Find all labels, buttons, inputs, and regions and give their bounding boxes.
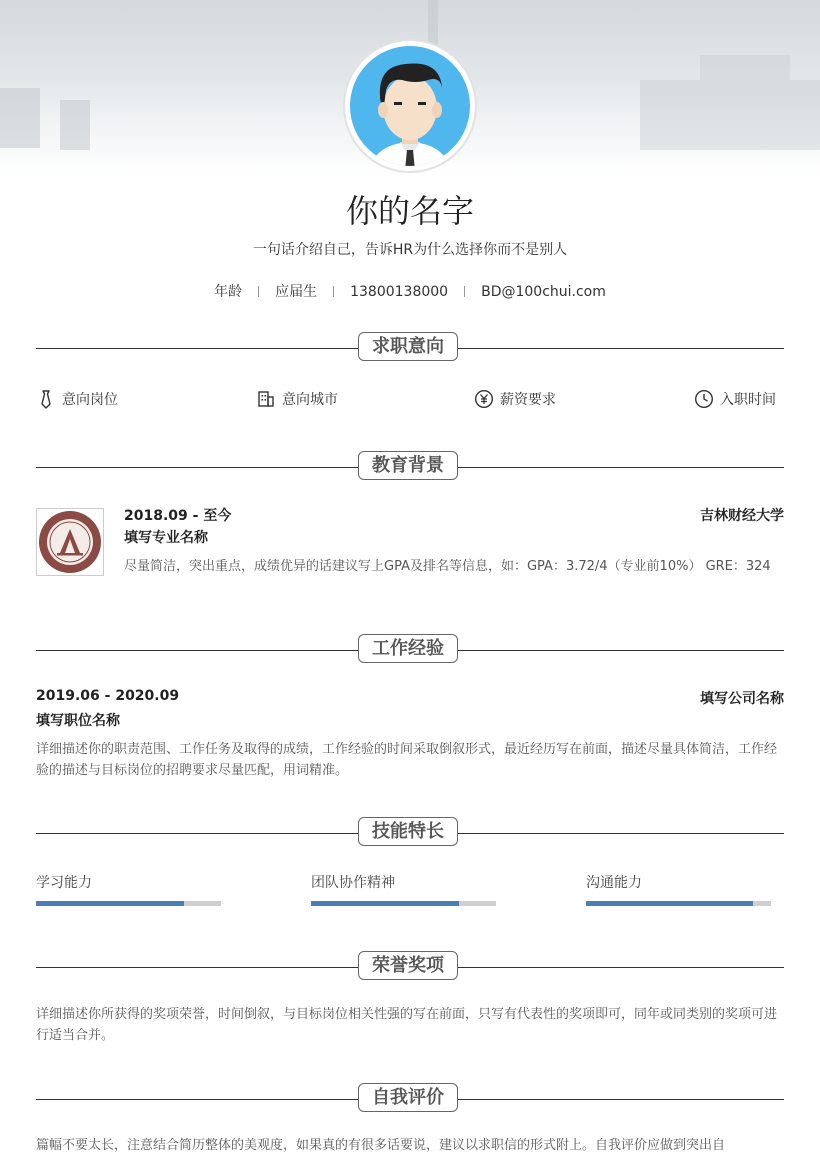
avatar[interactable]: [345, 41, 475, 171]
skill-bar-fill: [586, 901, 753, 906]
section-title: 自我评价: [358, 1083, 458, 1112]
education-description: 尽量简洁，突出重点，成绩优异的话建议写上GPA及排名等信息，如：GPA：3.72/4（专业前10%） GRE：324: [124, 559, 771, 574]
work-title: 填写职位名称: [36, 713, 120, 729]
section-header-skills: [36, 817, 784, 849]
contact-phone[interactable]: 13800138000: [350, 284, 449, 300]
work-description: 详细描述你的职责范围、工作任务及取得的成绩，工作经验的时间采取倒叙形式，最近经历写在前面，描述尽量具体简洁，工作经验的描述与目标岗位的招聘要求尽量匹配，用词精准。: [36, 742, 778, 778]
building-icon: [256, 389, 276, 409]
skill-bar-fill: [36, 901, 184, 906]
intent-salary: [474, 389, 556, 409]
intent-city-label: 意向城市: [282, 392, 338, 408]
skill-label: 学习能力: [36, 875, 92, 891]
skill-bar: [586, 901, 771, 906]
section-header-intent: [36, 332, 784, 364]
section-title: 荣誉奖项: [358, 951, 458, 980]
self-description: 篇幅不要太长，注意结合简历整体的美观度，如果真的有很多话要说，建议以求职信的形式附上。自我评价应做到突出自: [36, 1138, 726, 1153]
skill-bar: [311, 901, 496, 906]
section-title: 求职意向: [358, 332, 458, 361]
contact-age: 年龄: [214, 284, 243, 300]
work-date: 2019.06 - 2020.09: [36, 688, 180, 704]
avatar-illustration: [350, 46, 470, 166]
intent-city: [256, 389, 338, 409]
section-header-work: [36, 634, 784, 666]
skill-bar-fill: [311, 901, 459, 906]
section-header-education: [36, 451, 784, 483]
divider: [258, 286, 259, 297]
section-title: 教育背景: [358, 451, 458, 480]
divider: [464, 286, 465, 297]
yuan-icon: [474, 389, 494, 409]
school-logo: [36, 508, 104, 576]
clock-icon: [694, 389, 714, 409]
skill-bar: [36, 901, 221, 906]
divider: [333, 286, 334, 297]
intent-start-label: 入职时间: [720, 392, 776, 408]
tagline: 一句话介绍自己，告诉HR为什么选择你而不是别人: [252, 242, 568, 258]
contact-info: [0, 281, 820, 301]
section-header-self: [36, 1083, 784, 1115]
education-school: 吉林财经大学: [700, 508, 784, 524]
intent-position-label: 意向岗位: [62, 392, 118, 408]
education-major: 填写专业名称: [124, 530, 208, 546]
skill-label: 沟通能力: [586, 875, 642, 891]
intent-salary-label: 薪资要求: [500, 392, 556, 408]
section-header-honors: [36, 951, 784, 983]
skill-label: 团队协作精神: [311, 875, 395, 891]
tie-icon: [36, 389, 56, 409]
education-date: 2018.09 - 至今: [124, 508, 232, 524]
contact-email[interactable]: BD@100chui.com: [481, 284, 606, 300]
honors-description: 详细描述你所获得的奖项荣誉，时间倒叙，与目标岗位相关性强的写在前面，只写有代表性的奖项即可，同年或同类别的奖项可进行适当合并。: [36, 1007, 778, 1043]
work-company: 填写公司名称: [700, 691, 784, 707]
section-title: 技能特长: [358, 817, 458, 846]
intent-start: [694, 389, 776, 409]
school-seal-icon: [37, 509, 103, 575]
candidate-name: 你的名字: [345, 192, 474, 230]
intent-position: [36, 389, 118, 409]
contact-status: 应届生: [275, 284, 318, 300]
section-title: 工作经验: [358, 634, 458, 663]
